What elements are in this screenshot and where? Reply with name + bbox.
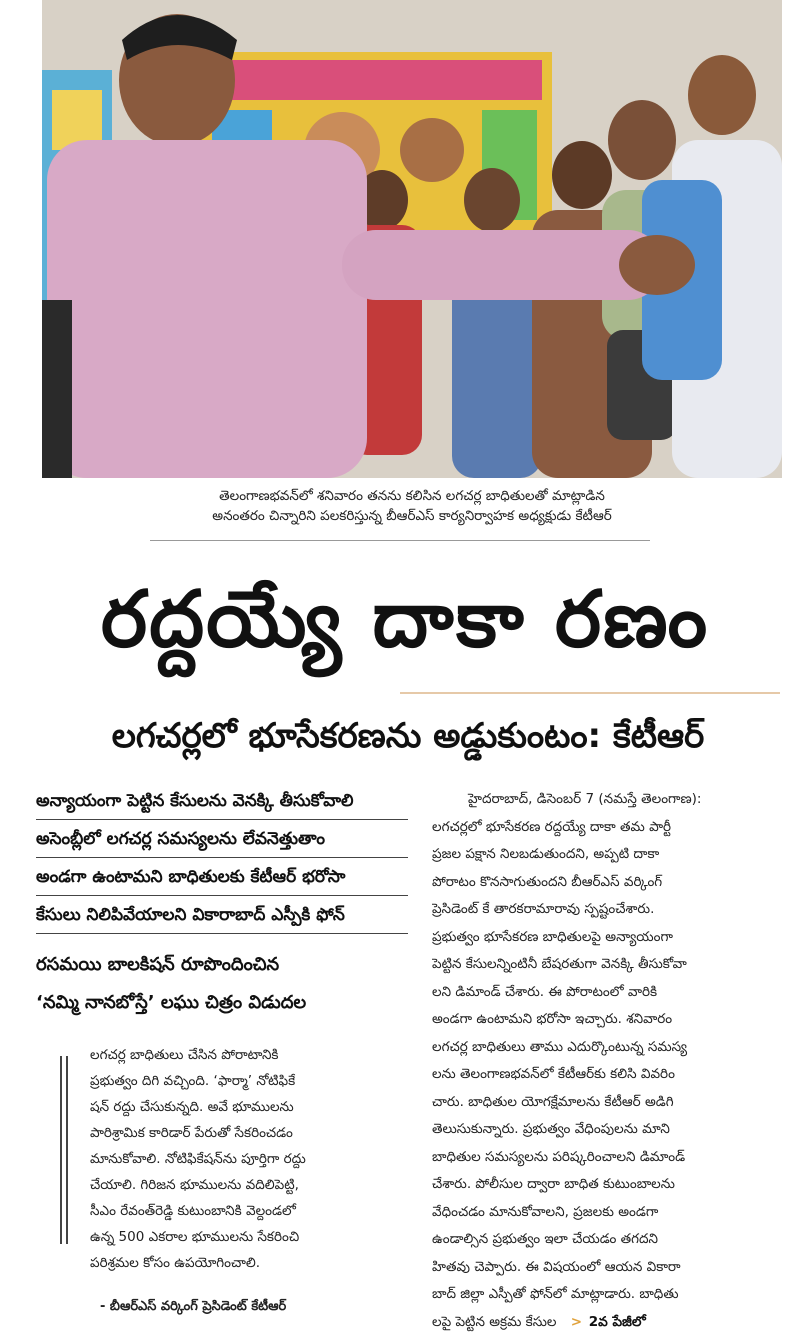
- article-last-line: [432, 1309, 780, 1337]
- caption-line-1: తెలంగాణభవన్‌లో శనివారం తనను కలిసిన లగచర్ల బాధితులతో మాట్లాడిన: [219, 488, 605, 504]
- continued-on-page-link[interactable]: [571, 1309, 646, 1337]
- article-line: ఉండాల్సిన ప్రభుత్వం ఇలా చేయడం తగదని: [432, 1231, 659, 1247]
- article-line: లని డిమాండ్‌ చేశారు. ఈ పోరాటంలో వారికి: [432, 983, 658, 1000]
- article-line: పోరాటం కొనసాగుతుందని బీఆర్‌ఎస్‌ వర్కింగ్‌: [432, 873, 663, 890]
- article-line: వేధించడం మానుకోవాలని, ప్రజలకు అండగా: [432, 1203, 659, 1220]
- key-point: కేసులు నిలిపివేయాలని వికారాబాద్‌ ఎస్పీకి ఫోన్‌: [36, 896, 408, 934]
- continued-on-page-label: 2వ పేజీలో: [588, 1313, 646, 1330]
- article-line: లగచర్లలో భూసేకరణ రద్దయ్యే దాకా తమ పార్టీ: [432, 818, 672, 835]
- key-point: అసెంబ్లీలో లగచర్ల సమస్యలను లేవనెత్తుతాం: [36, 820, 408, 858]
- highlight-line-2: ‘నమ్మి నానబోస్తే’ లఘు చిత్రం విడుదల: [36, 992, 307, 1013]
- news-photo: [42, 0, 782, 478]
- article-line: బాధితుల సమస్యలను పరిష్కరించాలని డిమాండ్‌: [432, 1148, 686, 1165]
- headline: రద్దయ్యే దాకా రణం: [100, 575, 710, 665]
- quote-line: ప్రభుత్వం దిగి వచ్చింది. ‘ఫార్మా’ నోటిఫికే: [90, 1073, 296, 1089]
- caption-divider: [150, 540, 650, 541]
- quote-line: షన్‌ రద్దు చేసుకున్నది. అవే భూములను: [90, 1099, 294, 1115]
- quote-line: ఉన్న 500 ఎకరాల భూములను సేకరించి: [90, 1229, 300, 1245]
- headline-divider: [400, 692, 780, 694]
- article-line: పెట్టిన కేసులన్నింటినీ బేషరతుగా వెనక్కి తీసుకోవా: [432, 956, 687, 972]
- article-dateline: హైదరాబాద్‌, డిసెంబర్‌ 7 (నమస్తే తెలంగాణ):: [468, 791, 702, 807]
- caption-line-2: అనంతరం చిన్నారిని పలకరిస్తున్న బీఆర్‌ఎస్‌ కార్యనిర్వాహక అధ్యక్షుడు కేటీఆర్‌: [212, 508, 612, 524]
- quote-line: మానుకోవాలి. నోటిఫికేషన్‌ను పూర్తిగా రద్దు: [90, 1151, 306, 1167]
- article-body: [432, 786, 780, 1336]
- key-point: అన్యాయంగా పెట్టిన కేసులను వెనక్కి తీసుకోవాలి: [36, 782, 408, 820]
- article-line: లపై పెట్టిన అక్రమ కేసుల: [432, 1313, 557, 1330]
- sub-headline: లగచర్లలో భూసేకరణను అడ్డుకుంటం: కేటీఆర్‌: [111, 716, 705, 756]
- quote-line: చేయాలి. గిరిజన భూములను వదిలిపెట్టి,: [90, 1177, 299, 1193]
- article-line: హితవు చెప్పారు. ఈ విషయంలో ఆయన వికారా: [432, 1258, 681, 1275]
- chevron-right-icon: >: [570, 1313, 583, 1330]
- quote-line: పారిశ్రామిక కారిడార్‌ పేరుతో సేకరించడం: [90, 1125, 293, 1141]
- article-line: లను తెలంగాణభవన్‌లో కేటీఆర్‌కు కలిసి వివరిం: [432, 1066, 675, 1082]
- article-line: బాద్‌ జిల్లా ఎస్పీతో ఫోన్‌లో మాట్లాడారు. బాధితు: [432, 1286, 679, 1302]
- highlight-line-1: రసమయి బాలకిషన్‌ రూపొందించిన: [36, 954, 280, 975]
- article-line: అండగా ఉంటామని భరోసా ఇచ్చారు. శనివారం: [432, 1011, 673, 1027]
- article-line: తెలుసుకున్నారు. ప్రభుత్వం వేధింపులను మాని: [432, 1121, 670, 1137]
- quote-box: [60, 1036, 400, 1294]
- article-line: లగచర్ల బాధితులు తాము ఎదుర్కొంటున్న సమస్య: [432, 1038, 688, 1055]
- key-points-list: [36, 782, 408, 934]
- quote-line: లగచర్ల బాధితులు చేసిన పోరాటానికి: [90, 1047, 279, 1063]
- quote-bar: [60, 1056, 62, 1244]
- quote-line: సీఎం రేవంత్‌రెడ్డి కుటుంబానికి వెల్దండలో: [90, 1203, 296, 1219]
- article-line: ప్రభుత్వం భూసేకరణ బాధితులపై అన్యాయంగా: [432, 928, 673, 945]
- key-point: అండగా ఉంటామని బాధితులకు కేటీఆర్‌ భరోసా: [36, 858, 408, 896]
- quote-line: పరిశ్రమల కోసం ఉపయోగించాలి.: [90, 1255, 261, 1271]
- quote-text: [90, 1042, 405, 1276]
- quote-attribution: - బీఆర్‌ఎస్‌ వర్కింగ్‌ ప్రెసిడెంట్‌ కేటీఆర్‌: [100, 1299, 287, 1314]
- article-line: ప్రజల పక్షాన నిలబడుతుందని, అప్పటి దాకా: [432, 846, 660, 862]
- article-line: చేశారు. పోలీసుల ద్వారా బాధిత కుటుంబాలను: [432, 1176, 675, 1192]
- photo-caption: [42, 482, 782, 544]
- article-line: ప్రెసిడెంట్‌ కే తారకరామారావు స్పష్టంచేశారు.: [432, 901, 655, 917]
- article-line: చారు. బాధితుల యోగక్షేమాలను కేటీఆర్‌ అడిగి: [432, 1093, 674, 1110]
- film-release-highlight: [36, 946, 408, 1022]
- quote-bar: [66, 1056, 68, 1244]
